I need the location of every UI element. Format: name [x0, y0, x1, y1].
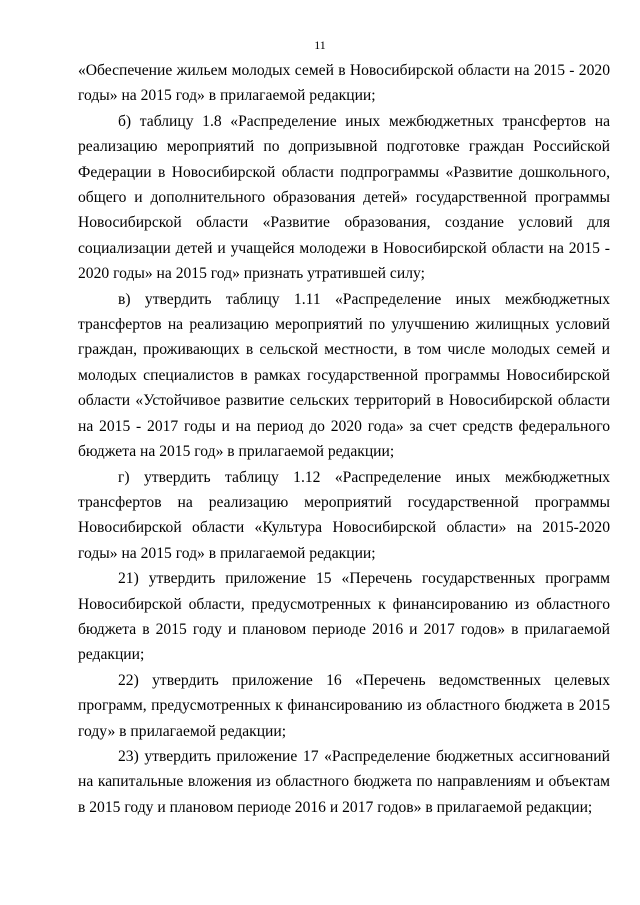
paragraph-item-b: б) таблицу 1.8 «Распределение иных межбюджетных трансфертов на реализацию мероприятий по допризывной подготовке граждан Российской Федерации в Новосибирской области подпрограммы «Развитие дошкольного, общего и дополнительного образования детей» государственной программы Новосибирской области «Развитие образования, создание условий для социализации детей и учащейся молодежи в Новосибирской области на 2015 - 2020 годы» на 2015 год» признать утратившей силу;: [78, 112, 610, 283]
paragraph-item-22: 22) утвердить приложение 16 «Перечень ведомственных целевых программ, предусмотренных к финансированию из областного бюджета в 2015 году» в прилагаемой редакции;: [78, 671, 610, 740]
paragraph-item-21: 21) утвердить приложение 15 «Перечень государственных программ Новосибирской области, предусмотренных к финансированию из областного бюджета в 2015 году и плановом периоде 2016 и 2017 годов» в прилагаемой редакции;: [78, 570, 610, 664]
paragraph-item-v: в) утвердить таблицу 1.11 «Распределение иных межбюджетных трансфертов на реализацию мероприятий по улучшению жилищных условий граждан, проживающих в сельской местности, в том числе молодых семей и молодых специалистов в рамках государственной программы Новосибирской области «Устойчивое развитие сельских территорий в Новосибирской области на 2015 - 2017 годы и на период до 2020 года» за счет средств федерального бюджета на 2015 год» в прилагаемой редакции;: [78, 290, 610, 461]
paragraph-item-23: 23) утвердить приложение 17 «Распределение бюджетных ассигнований на капитальные вложения из областного бюджета по направлениям и объектам в 2015 году и плановом периоде 2016 и 2017 годов» в прилагаемой редакции;: [78, 747, 610, 816]
page-number: 11: [314, 38, 326, 52]
document-body: [78, 58, 610, 820]
paragraph-continuation: «Обеспечение жильем молодых семей в Новосибирской области на 2015 - 2020 годы» на 2015 год» в прилагаемой редакции;: [78, 62, 610, 105]
paragraph-item-g: г) утвердить таблицу 1.12 «Распределение иных межбюджетных трансфертов на реализацию мероприятий государственной программы Новосибирской области «Культура Новосибирской области» на 2015-2020 годы» на 2015 год» в прилагаемой редакции;: [78, 468, 610, 562]
